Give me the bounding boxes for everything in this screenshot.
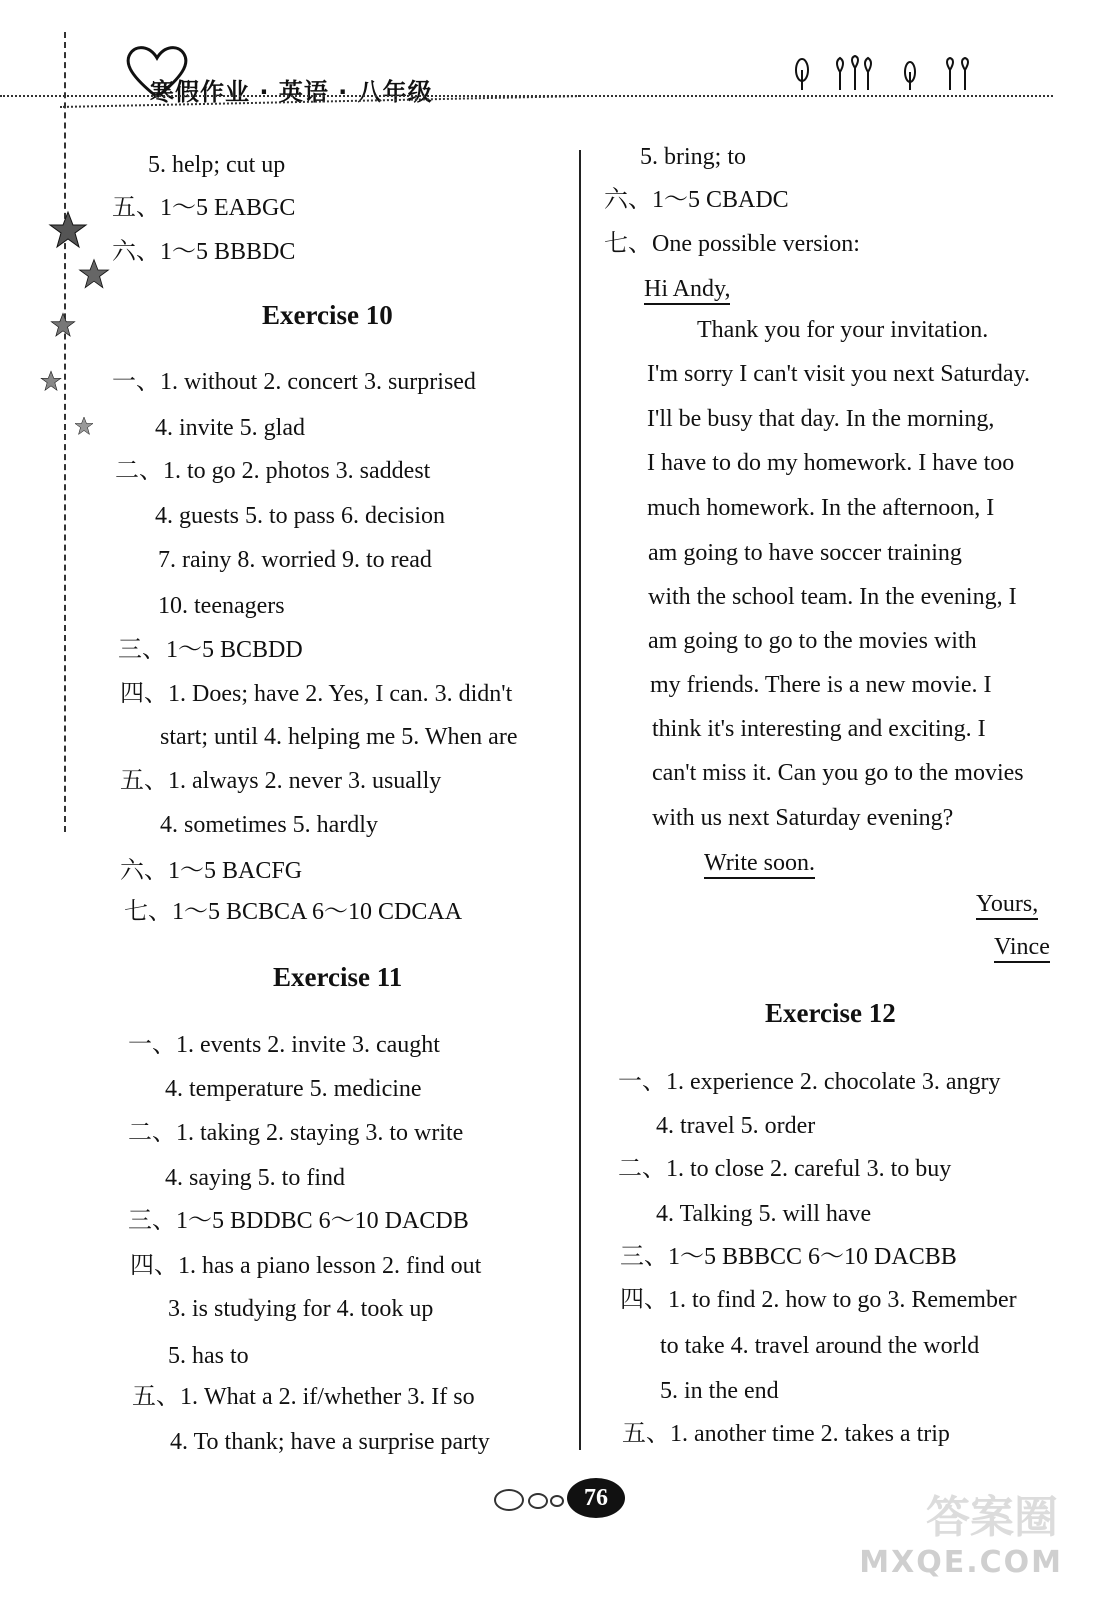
answer-text: 4. To thank; have a surprise party	[170, 1429, 490, 1455]
answer-line	[704, 848, 815, 878]
answer-text: 五、1. always 2. never 3. usually	[120, 768, 442, 794]
answer-text: I have to do my homework. I have too	[647, 450, 1015, 476]
answer-line	[120, 856, 302, 886]
answer-text: think it's interesting and exciting. I	[652, 716, 986, 742]
column-divider	[579, 150, 581, 1450]
answer-text: much homework. In the afternoon, I	[647, 495, 995, 521]
answer-line	[618, 1154, 951, 1184]
answer-line	[618, 1067, 1001, 1097]
answer-text: 10. teenagers	[158, 593, 285, 619]
star-icon	[78, 258, 110, 290]
answer-text: 7. rainy 8. worried 9. to read	[158, 547, 432, 573]
answer-line	[168, 1341, 249, 1371]
answer-text: with the school team. In the evening, I	[648, 584, 1017, 610]
answer-line	[165, 1163, 345, 1193]
answer-line	[647, 448, 1014, 478]
answer-text: 五、1. another time 2. takes a trip	[622, 1421, 950, 1447]
answer-text: 4. saying 5. to find	[165, 1165, 345, 1191]
answer-line	[168, 1294, 433, 1324]
answer-text: 5. in the end	[660, 1378, 779, 1404]
answer-text: 4. invite 5. glad	[155, 415, 305, 441]
answer-line	[120, 766, 441, 796]
answer-text: 四、1. has a piano lesson 2. find out	[130, 1253, 482, 1279]
answer-line	[647, 359, 1030, 389]
answer-text: start; until 4. helping me 5. When are	[160, 724, 518, 750]
answer-line	[656, 1111, 815, 1141]
answer-text: 三、1～5 BDDBC 6～10 DACDB	[128, 1208, 469, 1234]
answer-line	[148, 150, 285, 180]
answer-text: Vince	[994, 934, 1050, 963]
answer-text: 5. has to	[168, 1343, 249, 1369]
answer-line	[652, 803, 953, 833]
answer-line	[647, 404, 994, 434]
answer-line	[604, 185, 789, 215]
answer-line	[128, 1030, 440, 1060]
exercise-heading: Exercise 10	[262, 300, 393, 330]
watermark-logo: 答案圈	[926, 1492, 1058, 1543]
answer-text: 4. sometimes 5. hardly	[160, 812, 378, 838]
answer-text: Write soon.	[704, 850, 815, 879]
answer-line	[112, 237, 295, 267]
answer-text: 四、1. to find 2. how to go 3. Remember	[620, 1287, 1017, 1313]
answer-text: 二、1. taking 2. staying 3. to write	[128, 1120, 464, 1146]
watermark-text: MXQE.COM	[859, 1545, 1063, 1580]
answer-text: 4. Talking 5. will have	[656, 1201, 872, 1227]
answer-line	[647, 493, 994, 523]
answer-text: 六、1～5 BACFG	[120, 858, 303, 884]
answer-line	[650, 670, 991, 700]
answer-line	[158, 591, 285, 621]
answer-text: 六、1～5 CBADC	[604, 187, 789, 213]
answer-text: to take 4. travel around the world	[660, 1333, 980, 1359]
answer-line	[656, 1199, 871, 1229]
answer-line	[120, 679, 512, 709]
answer-line	[160, 810, 378, 840]
answer-text: I'm sorry I can't visit you next Saturday.	[647, 361, 1031, 387]
answer-line	[604, 229, 860, 259]
answer-line	[640, 142, 746, 172]
answer-line	[644, 274, 730, 304]
footer-circle-icon	[528, 1493, 548, 1509]
answer-text: 4. travel 5. order	[656, 1113, 816, 1139]
page-number: 76	[567, 1478, 625, 1518]
answer-line	[622, 1419, 950, 1449]
star-icon	[74, 416, 94, 436]
answer-text: with us next Saturday evening?	[652, 805, 954, 831]
footer-circle-icon	[550, 1495, 564, 1507]
answer-line	[660, 1331, 979, 1361]
answer-line	[128, 1206, 469, 1236]
answer-line	[112, 367, 476, 397]
answer-line	[165, 1074, 422, 1104]
answer-line	[158, 545, 432, 575]
answer-line	[160, 722, 517, 752]
header-title: 寒假作业 · 英语 · 八年级	[150, 78, 433, 106]
answer-line	[115, 456, 430, 486]
sprout-icons	[790, 52, 990, 92]
answer-text: 六、1～5 BBBDC	[112, 239, 296, 265]
answer-line	[118, 635, 303, 665]
answer-text: am going to have soccer training	[648, 540, 962, 566]
answer-text: 一、1. without 2. concert 3. surprised	[112, 369, 476, 395]
answer-text: 四、1. Does; have 2. Yes, I can. 3. didn't	[120, 681, 513, 707]
star-icon	[48, 210, 88, 250]
answer-line	[130, 1251, 481, 1281]
answer-text: 三、1～5 BBBCC 6～10 DACBB	[620, 1244, 957, 1270]
answer-text: Hi Andy,	[644, 276, 730, 305]
answer-text: 七、One possible version:	[604, 231, 860, 257]
exercise-heading: Exercise 11	[273, 962, 403, 992]
answer-text: I'll be busy that day. In the morning,	[647, 406, 995, 432]
answer-text: 3. is studying for 4. took up	[168, 1296, 434, 1322]
answer-text: am going to go to the movies with	[648, 628, 977, 654]
answer-text: 一、1. experience 2. chocolate 3. angry	[618, 1069, 1001, 1095]
footer-circle-icon	[494, 1489, 524, 1511]
answer-line	[155, 501, 445, 531]
star-icon	[50, 312, 76, 338]
answer-text: Yours,	[976, 891, 1038, 920]
answer-text: 三、1～5 BCBDD	[118, 637, 303, 663]
answer-line	[170, 1427, 490, 1457]
answer-text: 五、1. What a 2. if/whether 3. If so	[132, 1384, 475, 1410]
answer-text: 4. guests 5. to pass 6. decision	[155, 503, 445, 529]
answer-text: 5. bring; to	[640, 144, 746, 170]
star-icon	[40, 370, 62, 392]
answer-text: 一、1. events 2. invite 3. caught	[128, 1032, 440, 1058]
answer-line	[128, 1118, 463, 1148]
answer-line	[620, 1285, 1017, 1315]
answer-line	[648, 538, 962, 568]
answer-text: 五、1～5 EABGC	[112, 195, 296, 221]
answer-line	[652, 714, 986, 744]
answer-text: 二、1. to close 2. careful 3. to buy	[618, 1156, 952, 1182]
answer-text: can't miss it. Can you go to the movies	[652, 760, 1024, 786]
answer-line	[660, 1376, 779, 1406]
answer-line	[697, 315, 988, 345]
answer-text: 二、1. to go 2. photos 3. saddest	[115, 458, 431, 484]
answer-line	[112, 193, 295, 223]
answer-line	[648, 582, 1017, 612]
answer-line	[994, 932, 1050, 962]
answer-text: Thank you for your invitation.	[697, 317, 989, 343]
margin-dashed-line	[64, 32, 66, 832]
answer-line	[976, 889, 1038, 919]
answer-line	[648, 626, 977, 656]
answer-line	[620, 1242, 957, 1272]
answer-text: 七、1～5 BCBCA 6～10 CDCAA	[124, 899, 463, 925]
answer-line	[124, 897, 462, 927]
answer-line	[132, 1382, 475, 1412]
answer-line	[155, 413, 305, 443]
answer-text: 5. help; cut up	[148, 152, 286, 178]
answer-text: my friends. There is a new movie. I	[650, 672, 992, 698]
answer-text: 4. temperature 5. medicine	[165, 1076, 422, 1102]
answer-line	[652, 758, 1024, 788]
exercise-heading: Exercise 12	[765, 998, 896, 1028]
